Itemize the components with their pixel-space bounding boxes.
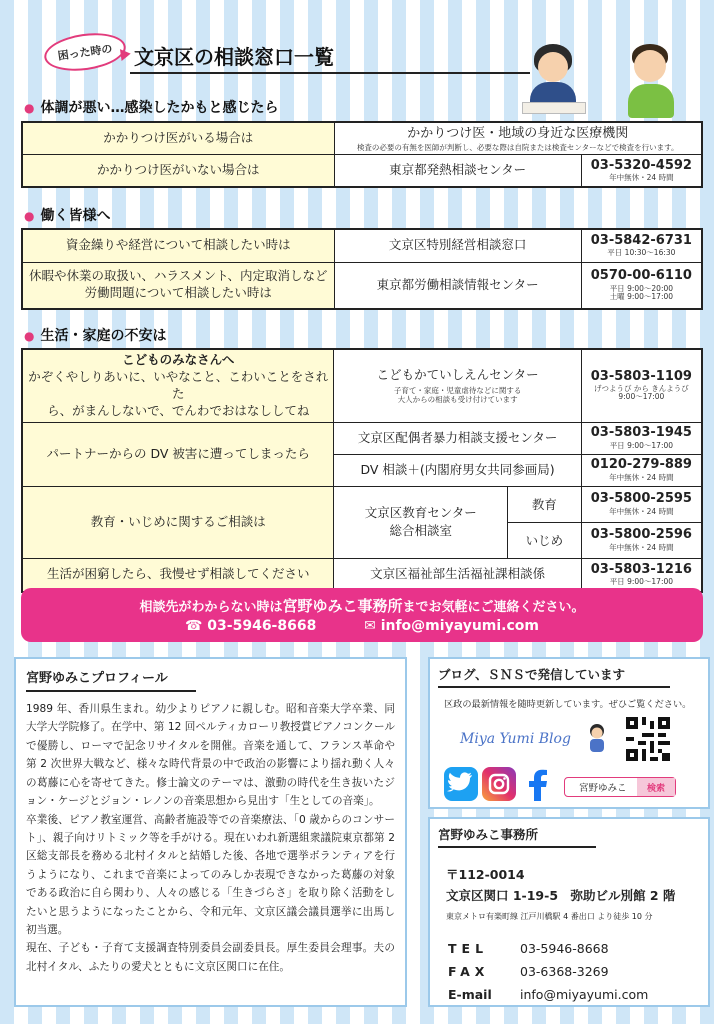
section-health-heading (24, 97, 278, 117)
office-email[interactable]: info@miyayumi.com (520, 987, 649, 1002)
phone-number[interactable]: 0570-00-6110 (590, 268, 692, 284)
org-cell (334, 349, 581, 422)
condition-cell: 資金繰りや経営について相談したい時は (22, 229, 334, 262)
profile-paragraph: 卒業後、ピアノ教室運営、高齢者施設等での音楽療法、「0 歳からのコンサート」、親子向けリトミック等を手がける。現在いわれ新選組衆議院東京都第 2 区総支部長を務める北村イタルと結婚した後、各地で選挙ボランティアを行うようになり、これまで音楽によってのみしか表現できなかった葛藤の対象である政治に自ら関わり、人々の感じる「生きづらさ」を取り除く活動をしたいと思うようになったことから、令和元年、文京区議会議員選挙に出馬し初当選。 (26, 813, 395, 937)
phone-icon: ☎ (184, 618, 203, 634)
table-row (22, 486, 702, 522)
search-button[interactable]: 検索 (637, 778, 675, 796)
kids-title: こどものみなさんへ (122, 352, 235, 367)
profile-paragraph: 1989 年、香川県生まれ。幼少よりピアノに親しむ。昭和音楽大学卒業、同大学大学院修了。在学中、第 12 回ペルティカローリ教授賞ピアノコンクールで優勝し、ローマで記念リサイタルを開催。音楽を通して、フランス革命や第 2 次世界大戦など、様々な時代背景の中で政治の影響により揺れ動く人々の葛藤に心を寄せてきた。修士論文のテーマは、激動の時代を生き抜いたジョン・ケージとジョン・レノンの音楽思想から見出す「生としての音楽」。 (26, 703, 395, 808)
condition-cell: かかりつけ医がいない場合は (22, 155, 334, 187)
profile-box (14, 657, 407, 1007)
phone-cell[interactable] (581, 522, 702, 558)
bubble-text: 困った時の (56, 42, 114, 63)
hours: 平日 10:30～16:30 (607, 248, 676, 258)
health-table (21, 121, 703, 188)
office-fax-row (448, 964, 609, 979)
condition-cell: かかりつけ医がいる場合は (22, 122, 334, 155)
org-cell: 東京都発熱相談センター (334, 155, 581, 187)
org-cell: 文京区特別経営相談窓口 (334, 229, 581, 262)
banner-pre: 相談先がわからない時は (139, 600, 283, 615)
org-name: 文京区教育センター (364, 504, 477, 520)
blog-title: ブログ、ＳＮＳで発信しています (438, 665, 670, 688)
org-cell: DV 相談＋(内閣府男女共同参画局) (334, 454, 581, 486)
bullet-icon: ● (24, 101, 35, 115)
life-table (21, 348, 703, 593)
condition-line: ら、がまんしないで、でんわでおはなししてね (47, 402, 310, 418)
section-life-heading (24, 325, 166, 345)
phone-number[interactable]: 03-5842-6731 (590, 232, 692, 248)
hours: 平日 9:00～17:00 (609, 577, 674, 587)
office-fax: 03-6368-3269 (520, 964, 609, 979)
org-cell: 文京区配偶者暴力相談支援センター (334, 422, 581, 454)
banner-contacts (21, 618, 703, 634)
table-row (22, 558, 702, 592)
banner-email[interactable]: info@miyayumi.com (380, 618, 540, 634)
table-row (22, 122, 702, 155)
phone-cell[interactable] (581, 229, 702, 262)
table-row (22, 349, 702, 422)
hours: 年中無休・24 時間 (609, 173, 674, 183)
phone-cell[interactable] (581, 422, 702, 454)
org-cell (334, 486, 507, 558)
phone-cell[interactable] (581, 558, 702, 592)
profile-title: 宮野ゆみこプロフィール (26, 667, 196, 692)
phone-number[interactable]: 03-5320-4592 (590, 157, 692, 173)
operator-woman-illustration (524, 44, 584, 114)
page-title: 文京区の相談窓口一覧 (134, 45, 334, 69)
phone-number[interactable]: 03-5803-1109 (590, 368, 692, 384)
org-cell: 東京都労働相談情報センター (334, 262, 581, 309)
phone-cell[interactable] (581, 155, 702, 187)
hours: 年中無休・24 時間 (609, 472, 674, 482)
hours: 平日 9:00～20:00 (609, 283, 674, 293)
condition-line: 労働問題について相談したい時は (84, 285, 272, 301)
phone-number[interactable]: 03-5803-1216 (590, 561, 692, 577)
office-address: 文京区関口 1-19-5 弥助ビル別館 2 階 (446, 888, 676, 903)
phone-cell[interactable] (581, 262, 702, 309)
banner-post: までお気軽にご連絡ください。 (402, 600, 585, 615)
org-note: 大人からの相談も受け付けています (397, 395, 518, 405)
phone-number[interactable]: 03-5800-2596 (590, 527, 692, 543)
office-phone[interactable]: 03-5946-8668 (520, 941, 609, 956)
condition-line: 休暇や休業の取扱い、ハラスメント、内定取消しなど (29, 268, 328, 284)
mail-label: E-mail (448, 987, 492, 1002)
office-mail-row (448, 987, 648, 1002)
hours: 土曜 9:00～17:00 (609, 291, 674, 301)
table-row (22, 229, 702, 262)
hours: 平日 9:00～17:00 (609, 440, 674, 450)
search-query[interactable]: 宮野ゆみこ (579, 783, 627, 794)
condition-cell: 生活が困窮したら、我慢せず相談してください (22, 558, 334, 592)
org-note: 子育て・家庭・児童虐待などに関する (393, 385, 522, 395)
instagram-icon[interactable] (482, 767, 516, 801)
office-title: 宮野ゆみこ事務所 (438, 825, 596, 848)
table-row (22, 422, 702, 454)
profile-paragraph: 現在、子ども・子育て支援調査特別委員会副委員長。厚生委員会理事。夫の北村イタル、ふたりの愛犬とともに文京区関口に在住。 (26, 942, 395, 973)
sub-category-cell: いじめ (507, 522, 581, 558)
banner-phone[interactable]: 03-5946-8668 (207, 618, 317, 634)
condition-line: かぞくやしりあいに、いやなこと、こわいことをされた (28, 368, 329, 401)
avatar-icon (586, 723, 608, 753)
caller-man-illustration (624, 44, 678, 118)
sub-category-cell: 教育 (507, 486, 581, 522)
phone-number[interactable]: 03-5803-1945 (590, 425, 692, 441)
bullet-icon: ● (24, 329, 35, 343)
bullet-icon: ● (24, 209, 35, 223)
right-column (428, 657, 710, 1007)
fax-label: FAX (448, 964, 490, 979)
condition-cell (22, 349, 334, 422)
phone-cell[interactable] (581, 349, 702, 422)
banner-message (21, 595, 703, 616)
org-cell (334, 122, 702, 155)
hours: げつようび から きんようび (593, 384, 689, 394)
section-work-heading (24, 205, 110, 225)
title-underline (130, 72, 530, 74)
section-life-label: 生活・家庭の不安は (40, 328, 167, 344)
facebook-icon[interactable] (522, 767, 556, 801)
office-tel-row (448, 941, 609, 956)
condition-cell: 教育・いじめに関するご相談は (22, 486, 334, 558)
org-cell: 文京区福祉部生活福祉課相談係 (334, 558, 581, 592)
qr-code-icon[interactable] (626, 717, 670, 761)
phone-number[interactable]: 0120-279-889 (590, 457, 692, 473)
mail-icon: ✉ (364, 618, 376, 634)
section-work-label: 働く皆様へ (40, 208, 111, 224)
hours: 年中無休・24 時間 (609, 542, 674, 552)
org-name: かかりつけ医・地域の身近な医療機関 (407, 126, 629, 141)
blog-info: 区政の最新情報を随時更新しています。ぜひご覧ください。 (444, 699, 692, 710)
blog-logo[interactable]: Miya Yumi Blog (460, 731, 571, 747)
condition-cell: パートナーからの DV 被害に遭ってしまったら (22, 422, 334, 486)
blog-search-box[interactable] (564, 777, 676, 797)
twitter-icon[interactable] (444, 767, 478, 801)
phone-number[interactable]: 03-5800-2595 (590, 491, 692, 507)
tel-label: TEL (448, 941, 489, 956)
table-row (22, 155, 702, 187)
org-name: 総合相談室 (389, 523, 452, 538)
office-access: 東京メトロ有楽町線 江戸川橋駅 4 番出口 より徒歩 10 分 (446, 912, 653, 921)
phone-cell[interactable] (581, 486, 702, 522)
contact-banner (21, 588, 703, 642)
work-table (21, 228, 703, 310)
org-note: 検査の必要の有無を医師が判断し、必要な際は自院または検査センターなどで検査を行います。 (356, 142, 679, 152)
banner-office-name: 宮野ゆみこ事務所 (282, 597, 403, 615)
office-zip: 〒112-0014 (446, 867, 525, 882)
condition-cell (22, 262, 334, 309)
hours: 年中無休・24 時間 (609, 506, 674, 516)
office-box (428, 817, 710, 1007)
section-health-label: 体調が悪い…感染したかもと感じたら (40, 100, 279, 116)
hours: 9:00～17:00 (618, 392, 665, 402)
blog-box (428, 657, 710, 809)
phone-cell[interactable] (581, 454, 702, 486)
org-name: こどもかていしえんセンター (376, 366, 539, 382)
table-row (22, 262, 702, 309)
